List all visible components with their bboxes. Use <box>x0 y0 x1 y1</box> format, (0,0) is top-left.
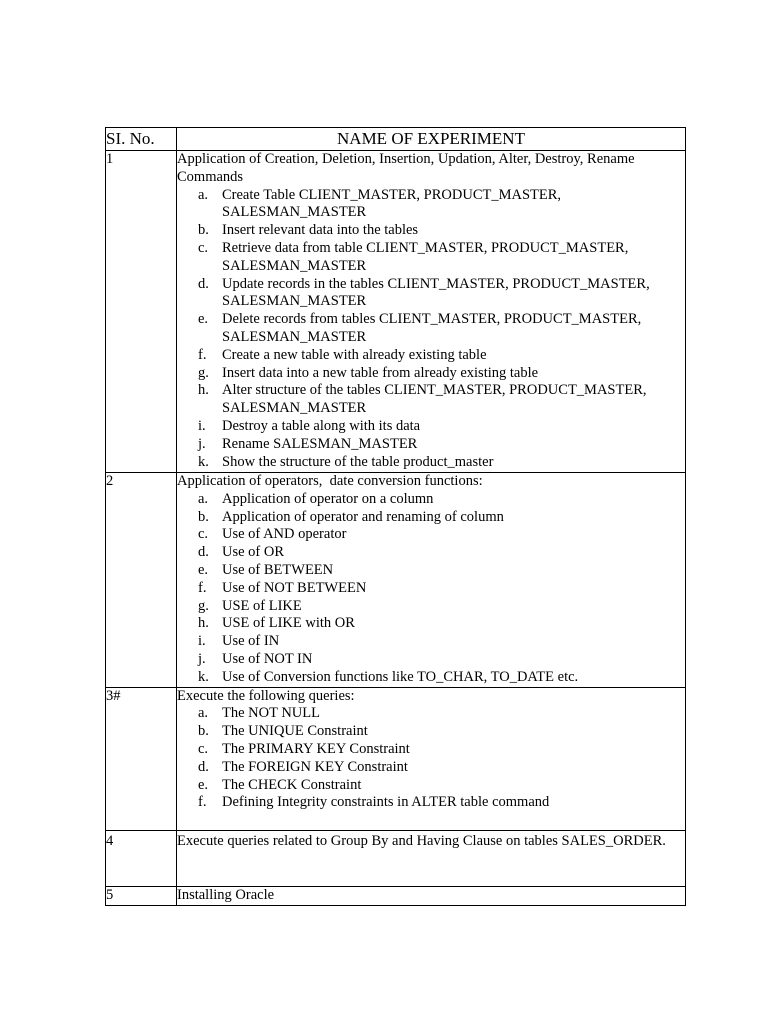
list-item <box>177 382 685 418</box>
list-item-text: Insert data into a new table from already existing table <box>222 364 539 381</box>
list-item-text: Application of operator and renaming of column <box>222 508 504 525</box>
list-item <box>177 187 685 223</box>
sub-item-list <box>177 187 685 472</box>
list-marker: d. <box>198 544 209 561</box>
list-marker: e. <box>198 561 209 578</box>
list-item-text: Show the structure of the table product_master <box>222 453 494 470</box>
list-marker: g. <box>198 364 209 381</box>
list-marker: f. <box>198 346 207 363</box>
list-item <box>177 436 685 454</box>
list-item-text: Defining Integrity constraints in ALTER table command <box>222 794 550 811</box>
list-item <box>177 454 685 472</box>
table-row <box>106 687 686 830</box>
serial-number-cell: 3# <box>106 687 177 830</box>
experiment-cell <box>177 886 686 905</box>
list-marker: a. <box>198 705 209 722</box>
list-marker: f. <box>198 579 207 596</box>
list-item-text: Create Table CLIENT_MASTER, PRODUCT_MASTER, SALESMAN_MASTER <box>222 186 562 221</box>
list-marker: b. <box>198 222 209 239</box>
list-item <box>177 705 685 723</box>
serial-number-cell: 2 <box>106 473 177 688</box>
experiment-title: Application of operators, date conversion functions: <box>177 473 483 489</box>
list-marker: c. <box>198 526 209 543</box>
list-item-text: Destroy a table along with its data <box>222 417 421 434</box>
experiment-cell <box>177 151 686 473</box>
list-item-text: The CHECK Constraint <box>222 776 362 793</box>
list-marker: g. <box>198 597 209 614</box>
list-item <box>177 741 685 759</box>
list-item-text: USE of LIKE <box>222 597 302 614</box>
list-item <box>177 347 685 365</box>
list-item-text: Retrieve data from table CLIENT_MASTER, PRODUCT_MASTER, SALESMAN_MASTER <box>222 239 629 274</box>
serial-number-header: SI. No. <box>106 128 177 151</box>
list-item <box>177 222 685 240</box>
list-item-text: Use of IN <box>222 633 280 650</box>
list-item-text: The UNIQUE Constraint <box>222 723 368 740</box>
table-row <box>106 886 686 905</box>
list-item-text: Update records in the tables CLIENT_MASTER, PRODUCT_MASTER, SALESMAN_MASTER <box>222 275 650 310</box>
table-row <box>106 151 686 473</box>
list-item-text: Use of NOT IN <box>222 650 313 667</box>
list-item <box>177 580 685 598</box>
list-marker: e. <box>198 311 209 328</box>
table-row <box>106 830 686 886</box>
list-marker: j. <box>198 435 206 452</box>
list-item-text: Use of BETWEEN <box>222 561 334 578</box>
list-item-text: The NOT NULL <box>222 705 320 722</box>
list-item <box>177 544 685 562</box>
list-item <box>177 759 685 777</box>
list-item-text: Use of OR <box>222 544 285 561</box>
experiment-cell <box>177 830 686 886</box>
list-item <box>177 491 685 509</box>
list-item <box>177 276 685 312</box>
list-item-text: Alter structure of the tables CLIENT_MASTER, PRODUCT_MASTER, SALESMAN_MASTER <box>222 382 647 417</box>
list-item-text: Use of Conversion functions like TO_CHAR, TO_DATE etc. <box>222 668 579 685</box>
list-marker: c. <box>198 740 209 757</box>
list-item <box>177 418 685 436</box>
list-item <box>177 669 685 687</box>
list-item-text: USE of LIKE with OR <box>222 615 355 632</box>
list-marker: a. <box>198 186 209 203</box>
sub-item-list <box>177 705 685 812</box>
list-marker: k. <box>198 668 209 685</box>
experiment-title: Execute the following queries: <box>177 687 355 704</box>
list-item-text: Rename SALESMAN_MASTER <box>222 435 418 452</box>
list-marker: h. <box>198 382 209 399</box>
list-item-text: The FOREIGN KEY Constraint <box>222 758 408 775</box>
list-marker: d. <box>198 275 209 292</box>
list-item-text: Use of AND operator <box>222 526 347 543</box>
experiment-cell <box>177 687 686 830</box>
serial-number-cell: 4 <box>106 830 177 886</box>
list-item <box>177 777 685 795</box>
experiment-name-header: NAME OF EXPERIMENT <box>177 128 686 151</box>
list-item <box>177 723 685 741</box>
list-item <box>177 509 685 527</box>
list-item-text: Insert relevant data into the tables <box>222 222 419 239</box>
list-item <box>177 794 685 812</box>
list-item <box>177 365 685 383</box>
list-item <box>177 526 685 544</box>
list-item-text: Create a new table with already existing table <box>222 346 487 363</box>
table-header-row <box>106 128 686 151</box>
list-marker: i. <box>198 633 206 650</box>
list-item <box>177 311 685 347</box>
table-row <box>106 473 686 688</box>
experiment-title: Installing Oracle <box>177 886 275 903</box>
list-marker: f. <box>198 794 207 811</box>
list-item-text: Use of NOT BETWEEN <box>222 579 367 596</box>
list-marker: e. <box>198 776 209 793</box>
list-item <box>177 633 685 651</box>
list-item-text: The PRIMARY KEY Constraint <box>222 740 410 757</box>
serial-number-cell: 1 <box>106 151 177 473</box>
list-marker: k. <box>198 453 209 470</box>
list-item-text: Application of operator on a column <box>222 490 434 507</box>
list-item <box>177 651 685 669</box>
list-marker: j. <box>198 650 206 667</box>
list-marker: a. <box>198 490 209 507</box>
list-item <box>177 562 685 580</box>
list-item <box>177 615 685 633</box>
serial-number-cell: 5 <box>106 886 177 905</box>
list-marker: h. <box>198 615 209 632</box>
experiment-title: Execute queries related to Group By and Having Clause on tables SALES_ORDER. <box>177 832 666 849</box>
list-marker: i. <box>198 417 206 434</box>
list-marker: b. <box>198 508 209 525</box>
list-marker: c. <box>198 239 209 256</box>
sub-item-list <box>177 491 685 687</box>
list-item <box>177 598 685 616</box>
list-marker: b. <box>198 723 209 740</box>
experiment-title: Application of Creation, Deletion, Insertion, Updation, Alter, Destroy, Rename Commands <box>177 151 635 185</box>
experiment-table <box>105 127 686 906</box>
experiment-cell <box>177 473 686 688</box>
list-item-text: Delete records from tables CLIENT_MASTER, PRODUCT_MASTER, SALESMAN_MASTER <box>222 311 642 345</box>
list-item <box>177 240 685 276</box>
list-marker: d. <box>198 758 209 775</box>
